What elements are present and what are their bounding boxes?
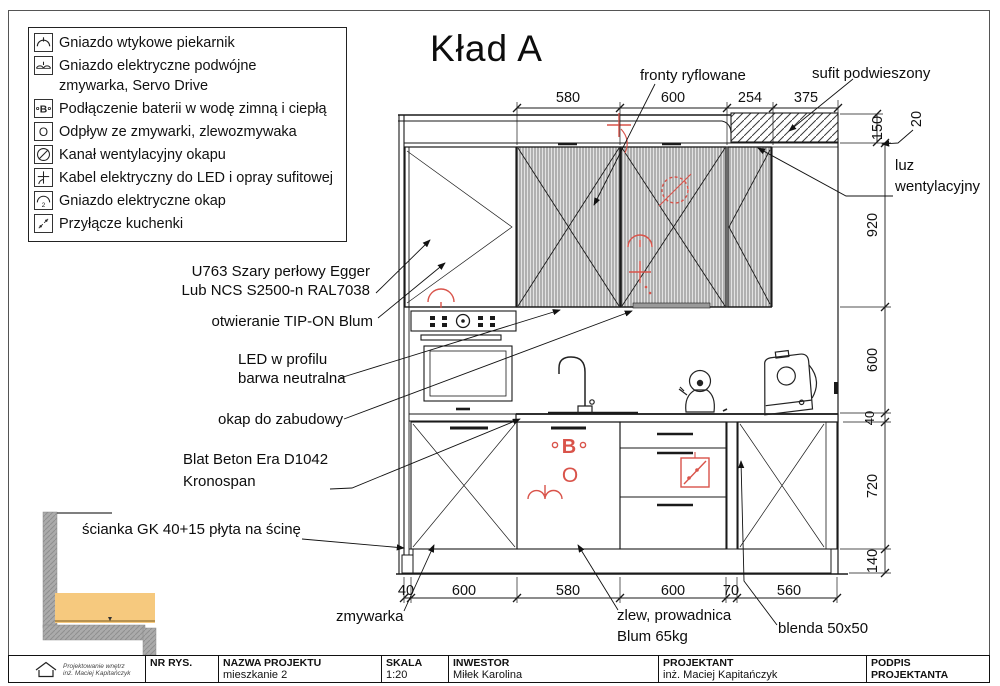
legend-item [34,122,340,142]
label-zlew: zlew, prowadnica Blum 65kg [617,607,732,645]
dim-bottom-580: 580 [555,583,581,599]
legend-item [34,168,340,188]
water-connection-symbol [552,436,585,458]
letter-o-icon [34,122,53,141]
dim-bottom-600b: 600 [660,583,686,599]
leader-zlew [578,545,618,610]
dim-top-375: 375 [793,90,819,106]
cooker-connection-symbol [681,452,709,487]
cable-cross-icon [34,168,53,187]
gk-wall-foot [402,555,413,573]
dim-top-580: 580 [555,90,581,106]
legend-item [34,145,340,165]
label-fronty-ryflowane: fronty ryflowane [640,67,746,84]
oven-handle [421,335,501,340]
dim-top-254: 254 [737,90,763,106]
leader-blat [330,419,520,489]
fluted-front-254 [728,147,771,307]
dim-bottom-40: 40 [397,583,415,599]
dim-bottom-70: 70 [722,583,740,599]
page-title: Kład A [430,28,543,69]
letter-b-symbol: B [561,436,577,458]
base-cabinets [402,382,838,573]
square-dots-icon [34,214,53,233]
dim-right-600: 600 [865,347,881,373]
title-block [8,655,990,683]
legend-label: Gniazdo wtykowe piekarnik [59,35,235,51]
title-block-projektant: PROJEKTANT inż. Maciej Kapitańczyk [659,656,867,682]
leader-luz [758,148,893,196]
leader-led [340,310,560,378]
label-sufit-podwieszony: sufit podwieszony [812,65,931,82]
base-cabinet-560 [738,422,837,549]
svg-text:O: O [38,124,49,139]
dim-right-720: 720 [865,473,881,499]
dim-right-40: 40 [862,410,877,426]
legend-item [34,33,340,53]
drawer-unit [620,422,726,549]
legend-label: Gniazdo elektryczne okap [59,193,226,209]
suspended-ceiling-hatch [731,113,838,142]
leader-blenda [741,461,777,625]
leader-okap [344,311,632,419]
dim-top-600: 600 [660,90,686,106]
title-block-podpis: PODPIS PROJEKTANTA [871,657,949,681]
leader-scianka [302,539,404,548]
legend-item [34,56,340,96]
dim-right-920: 920 [865,212,881,238]
title-block-nr-rys: NR RYS. [146,656,219,682]
title-block-skala: SKALA 1:20 [382,656,449,682]
dim-bottom-560: 560 [776,583,802,599]
dim-bottom-600: 600 [451,583,477,599]
socket-double-icon [34,56,53,75]
legend-label: Podłączenie baterii w wodę zimną i ciepłą [59,101,327,117]
title-block-inwestor: INWESTOR Miłek Karolina [449,656,659,682]
letter-b-icon [34,99,53,118]
label-zmywarka: zmywarka [336,608,404,625]
faucet [559,357,594,414]
label-blenda: blenda 50x50 [778,620,869,637]
circle-slash-icon [34,145,53,164]
dim-right-150: 150 [870,115,886,141]
legend-label: Kabel elektryczny do LED i opray sufitowej [59,170,334,186]
double-socket-symbol [528,485,562,499]
legend-item [34,214,340,234]
tall-cabinet-upper-door [405,147,516,307]
built-in-hood-strip [633,303,710,308]
title-block-nazwa: NAZWA PROJEKTU mieszkanie 2 [219,656,382,682]
socket-arc2-icon [34,191,53,210]
dim-right-20: 20 [909,110,925,128]
countertop-section [55,593,155,623]
label-u763: U763 Szary perłowy Egger Lub NCS S2500-n RAL7038 [181,263,370,299]
side-panel-handle [834,382,838,394]
oven-window [424,346,512,401]
logo-text: Projektowanie wnętrz inż. Maciej Kapitańczyk [63,662,131,677]
countertop [516,414,838,422]
socket-arc-icon [34,33,53,52]
kettle [679,371,727,413]
svg-text:2: 2 [41,202,46,210]
svg-text:B: B [39,104,48,116]
label-led: LED w profilu barwa neutralna [238,351,346,387]
label-tip-on: otwieranie TIP-ON Blum [211,313,373,330]
legend-box [28,27,347,242]
plinth [413,549,831,573]
legend-label: Odpływ ze zmywarki, zlewozmywaka [59,124,297,140]
label-blat: Blat Beton Era D1042 Kronospan [183,451,329,490]
legend-item [34,99,340,119]
legend-label: Kanał wentylacyjny okapu [59,147,226,163]
drain-symbol: O [561,464,579,487]
dim-right-140: 140 [865,548,881,574]
house-logo-icon [33,661,59,678]
label-luz-wentylacyjny: luz wentylacyjny [895,157,981,195]
label-okap: okap do zabudowy [218,411,344,428]
legend-item [34,191,340,211]
label-scianka: ścianka GK 40+15 płyta na ścinę [82,521,301,538]
title-block-logo-cell [9,656,146,682]
counter-appliances [559,348,820,415]
legend-label: Gniazdo elektryczne podwójne zmywarka, Servo Drive [59,58,257,94]
legend-label: Przyłącze kuchenki [59,216,184,232]
food-processor [757,348,819,415]
